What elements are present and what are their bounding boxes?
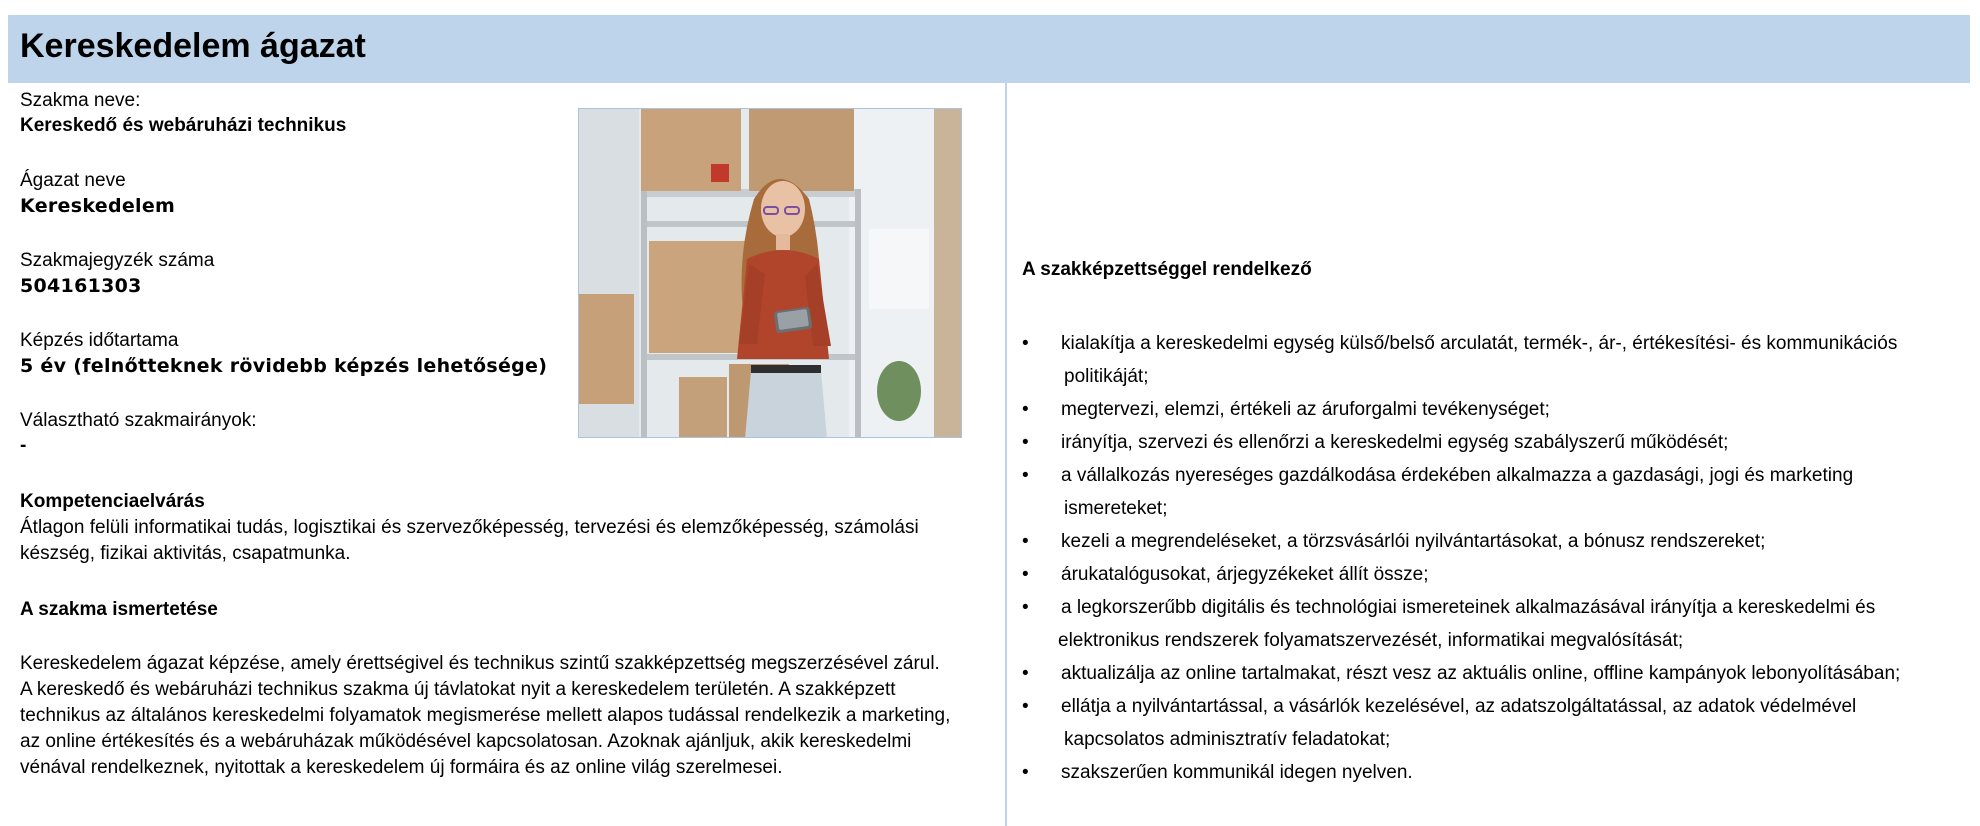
field-duration: [20, 329, 547, 379]
bullet: •: [1022, 432, 1029, 453]
list-item-text-cont: kapcsolatos adminisztratív feladatokat;: [1064, 729, 1391, 750]
field-specializations: [20, 409, 257, 459]
list-item-text: kezeli a megrendeléseket, a törzsvásárlói nyilvántartásokat, a bónusz rendszereket;: [1061, 531, 1766, 552]
list-item-text-cont: politikáját;: [1064, 366, 1149, 387]
field-profession: [20, 89, 346, 139]
bullet: •: [1022, 663, 1029, 684]
field-value: Kereskedő és webáruházi technikus: [20, 115, 347, 136]
list-item-text: a vállalkozás nyereséges gazdálkodása érdekében alkalmazza a gazdasági, jogi és marketing: [1061, 465, 1854, 486]
bullet: •: [1022, 696, 1029, 717]
description-title: A szakma ismertetése: [20, 599, 218, 620]
bullet: •: [1022, 399, 1029, 420]
description-line: vénával rendelkeznek, nyitottak a kereskedelem új formáira és az online világ szerelmesei.: [20, 757, 783, 778]
description-line: technikus az általános kereskedelmi folyamatok megismerése mellett alapos tudással rendelkezik a marketing,: [20, 705, 951, 726]
field-value: 504161303: [20, 275, 142, 297]
list-item-text: kialakítja a kereskedelmi egység külső/belső arculatát, termék-, ár-, értékesítési- és kommunikációs: [1061, 333, 1898, 354]
field-registry-number: [20, 249, 214, 299]
bullet: •: [1022, 333, 1029, 354]
bullet: •: [1022, 465, 1029, 486]
list-item-text: a legkorszerűbb digitális és technológiai ismereteinek alkalmazásával irányítja a kereskedelmi és: [1061, 597, 1876, 618]
bullet: •: [1022, 762, 1029, 783]
field-label: Ágazat neve: [20, 170, 126, 191]
field-value: 5 év (felnőtteknek rövidebb képzés lehetősége): [20, 355, 548, 377]
list-item-text: szakszerűen kommunikál idegen nyelven.: [1061, 762, 1413, 783]
list-item-text: megtervezi, elemzi, értékeli az áruforgalmi tevékenységet;: [1061, 399, 1550, 420]
list-item-text-cont: elektronikus rendszerek folyamatszervezését, informatikai megvalósítását;: [1058, 630, 1684, 651]
list-item: [1022, 558, 1972, 591]
list-item: [1022, 690, 1972, 756]
list-item: [1022, 459, 1972, 525]
description-line: A kereskedő és webáruházi technikus szakma új távlatokat nyit a kereskedelem területén. A szakképzett: [20, 679, 896, 700]
field-label: Választható szakmairányok:: [20, 410, 257, 431]
list-item: [1022, 393, 1972, 426]
field-label: Képzés időtartama: [20, 330, 179, 351]
description-title-wrap: [20, 597, 1010, 623]
list-item: [1022, 756, 1972, 789]
page-title: Kereskedelem ágazat: [20, 27, 366, 65]
competence-section: [20, 489, 1010, 567]
field-value: -: [20, 435, 27, 456]
list-item-text: aktualizálja az online tartalmakat, részt vesz az aktuális online, offline kampányok lebonyolításában;: [1061, 663, 1901, 684]
skills-title: A szakképzettséggel rendelkező: [1022, 259, 1312, 280]
skills-list: [1022, 327, 1972, 789]
list-item-text: irányítja, szervezi és ellenőrzi a kereskedelmi egység szabályszerű működését;: [1061, 432, 1729, 453]
field-label: Szakmajegyzék száma: [20, 250, 215, 271]
list-item: [1022, 426, 1972, 459]
list-item: [1022, 591, 1972, 657]
list-item: [1022, 525, 1972, 558]
competence-text-line: készség, fizikai aktivitás, csapatmunka.: [20, 543, 351, 564]
list-item: [1022, 327, 1972, 393]
header-bar: [8, 15, 1970, 83]
competence-title: Kompetenciaelvárás: [20, 491, 205, 512]
competence-text-line: Átlagon felüli informatikai tudás, logisztikai és szervezőképesség, tervezési és elemzőképesség, számolási: [20, 517, 919, 538]
field-label: Szakma neve:: [20, 90, 141, 111]
profession-photo: [578, 108, 962, 438]
list-item-text-cont: ismereteket;: [1064, 498, 1168, 519]
bullet: •: [1022, 564, 1029, 585]
description-text: [20, 651, 1010, 781]
list-item-text: árukatalógusokat, árjegyzékeket állít össze;: [1061, 564, 1429, 585]
field-value: Kereskedelem: [20, 195, 176, 217]
list-item: [1022, 657, 1972, 690]
description-line: az online értékesítés és a webáruházak működésével kapcsolatosan. Azoknak ajánljuk, akik kereskedelmi: [20, 731, 912, 752]
photo-illustration: [579, 109, 962, 438]
list-item-text: ellátja a nyilvántartással, a vásárlók kezelésével, az adatszolgáltatással, az adatok védelmével: [1061, 696, 1857, 717]
bullet: •: [1022, 531, 1029, 552]
bullet: •: [1022, 597, 1029, 618]
field-sector: [20, 169, 175, 219]
description-line: Kereskedelem ágazat képzése, amely érettségivel és technikus szintű szakképzettség megszerzésével zárul.: [20, 653, 940, 674]
